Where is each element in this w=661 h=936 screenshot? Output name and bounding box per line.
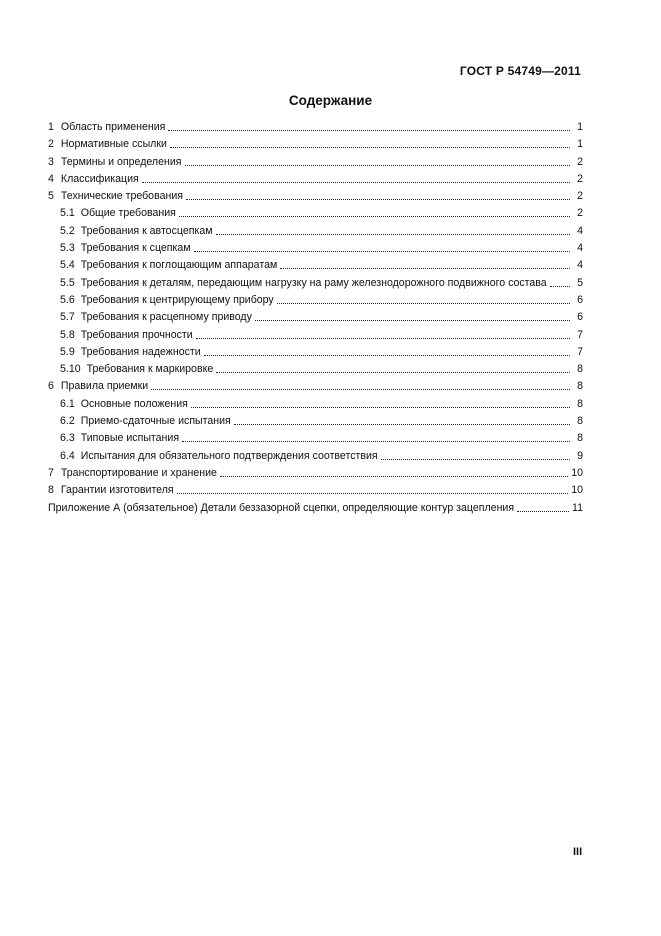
toc-leader-dots [151,378,570,390]
toc-entry-label: Правила приемки [60,380,149,393]
toc-entry[interactable] [48,223,583,240]
toc-entry-label: Требования к маркировке [86,363,214,376]
toc-entry-label: Требования к автосцепкам [80,224,213,237]
toc-leader-dots [194,240,570,252]
toc-entry-number: 5.8 [60,328,75,341]
toc-entry[interactable] [48,344,583,361]
toc-entry-label: Требования к деталям, передающим нагрузку на раму железнодорожного подвижного состава [80,276,547,289]
toc-leader-dots [550,275,570,287]
toc-leader-dots [280,257,570,269]
toc-entry-page: 7 [577,328,583,341]
toc-entry[interactable] [48,119,583,136]
toc-leader-dots [170,136,570,148]
table-of-contents [48,119,583,517]
toc-entry-number: 5.2 [60,224,75,237]
toc-entry[interactable] [48,240,583,257]
toc-leader-dots [179,205,570,217]
toc-entry-number: 5.9 [60,345,75,358]
toc-leader-dots [142,171,570,183]
document-header: ГОСТ Р 54749—2011 [459,64,581,78]
toc-entry[interactable] [48,275,583,292]
toc-entry-number: 7 [48,466,54,479]
toc-entry-label: Транспортирование и хранение [60,466,217,479]
toc-entry[interactable] [48,205,583,222]
toc-entry-label: Приложение А (обязательное) Детали беззазорной сцепки, определяющие контур зацепления [48,501,515,514]
toc-entry-label: Требования к расцепному приводу [80,311,252,324]
toc-leader-dots [517,500,569,512]
toc-entry[interactable] [48,154,583,171]
toc-leader-dots [185,154,570,166]
toc-entry-label: Общие требования [80,207,176,220]
toc-entry-label: Требования к центрирующему прибору [80,293,274,306]
toc-entry[interactable] [48,413,583,430]
toc-entry-page: 10 [571,484,583,497]
toc-entry-page: 8 [577,397,583,410]
toc-leader-dots [177,482,569,494]
toc-entry-label: Требования прочности [80,328,193,341]
toc-entry-page: 8 [577,415,583,428]
toc-entry-label: Основные положения [80,397,188,410]
toc-entry[interactable] [48,448,583,465]
toc-entry-label: Нормативные ссылки [60,138,167,151]
toc-entry-label: Термины и определения [60,155,182,168]
toc-leader-dots [204,344,570,356]
toc-entry-number: 8 [48,484,54,497]
toc-leader-dots [182,430,570,442]
toc-entry-label: Классификация [60,172,139,185]
toc-entry-number: 5.7 [60,311,75,324]
toc-leader-dots [191,396,570,408]
toc-leader-dots [196,327,570,339]
toc-entry[interactable] [48,171,583,188]
toc-entry[interactable] [48,361,583,378]
toc-leader-dots [277,292,570,304]
toc-entry-label: Требования к сцепкам [80,242,191,255]
toc-entry-label: Область применения [60,121,166,133]
toc-entry[interactable] [48,327,583,344]
toc-entry-page: 2 [577,207,583,220]
toc-entry[interactable] [48,482,583,499]
toc-leader-dots [168,119,570,131]
toc-entry-page: 6 [577,311,583,324]
toc-entry-page: 11 [572,501,583,514]
toc-leader-dots [216,361,570,373]
toc-entry-label: Требования надежности [80,345,201,358]
toc-leader-dots [255,309,570,321]
toc-leader-dots [216,223,571,235]
toc-entry-number: 5.4 [60,259,75,272]
toc-entry[interactable] [48,465,583,482]
toc-leader-dots [220,465,568,477]
toc-entry-page: 8 [577,380,583,393]
toc-entry-number: 2 [48,138,54,151]
toc-entry-page: 2 [577,172,583,185]
toc-entry-label: Типовые испытания [80,432,180,445]
page-title: Содержание [288,93,373,108]
page-number: III [573,846,583,858]
toc-entry-label: Гарантии изготовителя [60,484,174,497]
toc-leader-dots [381,448,570,460]
toc-entry-page: 2 [577,155,583,168]
toc-entry[interactable] [48,309,583,326]
toc-entry-number: 6.4 [60,449,75,462]
toc-entry-number: 6.2 [60,415,75,428]
toc-entry-page: 6 [577,293,583,306]
toc-entry-label: Требования к поглощающим аппаратам [80,259,278,272]
toc-entry-page: 1 [577,138,583,151]
toc-entry-number: 5.10 [60,363,81,376]
toc-leader-dots [234,413,570,425]
toc-entry-page: 4 [577,259,583,272]
toc-entry-label: Приемо-сдаточные испытания [80,415,231,428]
toc-entry-page: 1 [577,121,583,133]
toc-entry-page: 4 [577,242,583,255]
toc-entry-page: 9 [577,449,583,462]
toc-entry-number: 6.1 [60,397,75,410]
toc-entry-number: 4 [48,172,54,185]
toc-entry-number: 5.6 [60,293,75,306]
toc-entry[interactable] [48,378,583,395]
toc-entry[interactable] [48,188,583,205]
toc-entry-page: 8 [577,363,583,376]
toc-leader-dots [186,188,570,200]
toc-entry-page: 2 [577,190,583,203]
toc-entry-page: 5 [577,276,583,289]
toc-entry-page: 8 [577,432,583,445]
toc-entry-number: 5 [48,190,54,203]
toc-entry-page: 10 [571,466,583,479]
toc-entry-number: 5.5 [60,276,75,289]
toc-entry-label: Испытания для обязательного подтверждения соответствия [80,449,378,462]
toc-entry[interactable] [48,136,583,153]
toc-entry-number: 5.1 [60,207,75,220]
toc-entry-number: 6.3 [60,432,75,445]
toc-entry-label: Технические требования [60,190,183,203]
toc-entry-page: 4 [577,224,583,237]
toc-entry[interactable] [48,257,583,274]
toc-entry-page: 7 [577,345,583,358]
toc-entry-number: 5.3 [60,242,75,255]
toc-entry[interactable] [48,500,583,517]
toc-entry-number: 1 [48,121,54,133]
toc-entry[interactable] [48,396,583,413]
toc-entry[interactable] [48,430,583,447]
toc-entry-number: 3 [48,155,54,168]
toc-entry[interactable] [48,292,583,309]
toc-entry-number: 6 [48,380,54,393]
